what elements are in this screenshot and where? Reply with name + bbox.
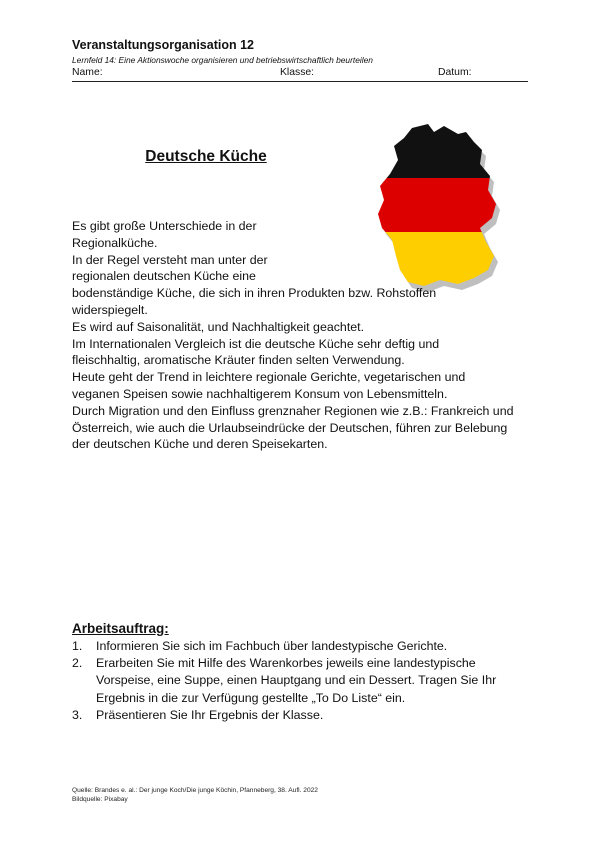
task-item (72, 638, 542, 655)
body-line: Durch Migration und den Einfluss grenznaher Regionen wie z.B.: Frankreich und (72, 403, 514, 418)
task-number: 2. (72, 656, 83, 671)
body-line: Regionalküche. (72, 235, 158, 250)
body-line: Österreich, wie auch die Urlaubseindrücke der Deutschen, führen zur Belebung (72, 420, 508, 435)
body-line: fleischhaltig, aromatische Kräuter finden selten Verwendung. (72, 353, 405, 368)
body-text (72, 218, 542, 453)
body-line: veganen Speisen sowie nachhaltigerem Konsum von Lebensmitteln. (72, 386, 448, 401)
body-line: Es gibt große Unterschiede in der (72, 219, 257, 233)
footer-sources (72, 786, 318, 804)
body-line: widerspiegelt. (72, 302, 148, 317)
task-list (72, 638, 542, 724)
body-line: Heute geht der Trend in leichtere regionale Gerichte, vegetarischen und (72, 370, 466, 385)
body-line: bodenständige Küche, die sich in ihren Produkten bzw. Rohstoffen (72, 286, 437, 301)
body-line: Im Internationalen Vergleich ist die deutsche Küche sehr deftig und (72, 336, 440, 351)
task-line: Vorspeise, eine Suppe, einen Hauptgang und ein Dessert. Tragen Sie Ihr (96, 673, 497, 688)
task-line: Präsentieren Sie Ihr Ergebnis der Klasse. (96, 707, 324, 722)
class-label: Klasse: (280, 67, 315, 78)
course-title: Veranstaltungsorganisation 12 (72, 38, 254, 52)
date-label: Datum: (438, 67, 472, 78)
task-item (72, 707, 542, 724)
body-line: Es wird auf Saisonalität, und Nachhaltigkeit geachtet. (72, 319, 365, 334)
page-title: Deutsche Küche (145, 148, 267, 165)
document-header (72, 38, 528, 82)
header-fields-row (72, 67, 528, 82)
task-line: Informieren Sie sich im Fachbuch über landestypische Gerichte. (96, 639, 448, 653)
source-citation: Quelle: Brandes e. al.: Der junge Koch/Die junge Köchin, Pfanneberg, 38. Aufl. 2022 (72, 787, 318, 794)
name-label: Name: (72, 67, 103, 78)
task-heading: Arbeitsauftrag: (72, 621, 169, 636)
task-number: 1. (72, 639, 83, 653)
body-line: In der Regel versteht man unter der (72, 252, 268, 267)
task-number: 3. (72, 707, 83, 722)
task-item (72, 655, 542, 707)
task-line: Ergebnis in die zur Verfügung gestellte „To Do Liste“ ein. (96, 690, 406, 705)
task-line: Erarbeiten Sie mit Hilfe des Warenkorbes jeweils eine landestypische (96, 656, 476, 671)
body-line: der deutschen Küche und deren Speisekarten. (72, 437, 328, 452)
image-source: Bildquelle: Pixabay (72, 796, 128, 803)
course-subtitle: Lernfeld 14: Eine Aktionswoche organisieren und betriebswirtschaftlich beurteilen (72, 55, 373, 65)
body-line: regionalen deutschen Küche eine (72, 269, 256, 284)
